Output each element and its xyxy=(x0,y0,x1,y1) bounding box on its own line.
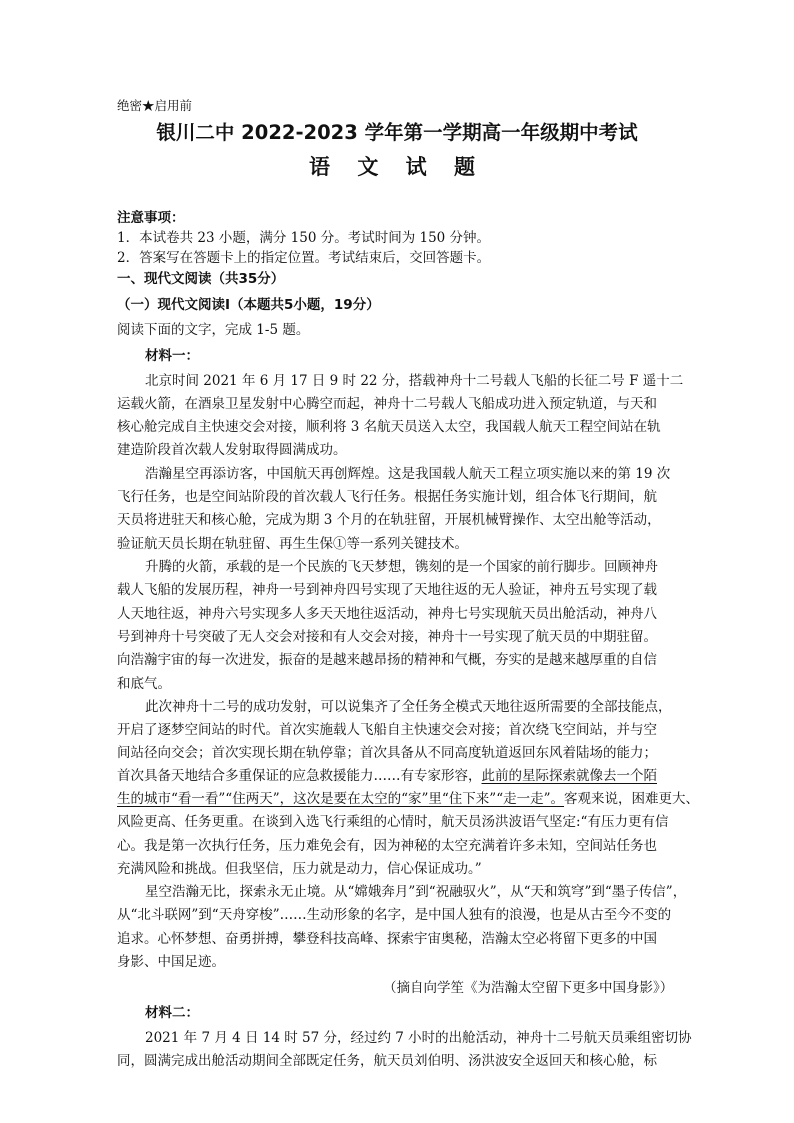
paragraph-line: 从“北斗联网”到“天舟穿梭”……生动形象的名字，是中国人独有的浪漫，也是从古至今不变的 xyxy=(117,907,672,923)
section-title: 一、现代文阅读（共35分） xyxy=(117,271,285,287)
paragraph-line: 充满风险和挑战。但我坚信，压力就是动力，信心保证成功。” xyxy=(117,861,482,877)
paragraph-line: 追求。心怀梦想、奋勇拼搏，攀登科技高峰、探索宇宙奥秘，浩瀚太空必将留下更多的中国 xyxy=(117,931,657,947)
paragraph-line: 心。我是第一次执行任务，压力难免会有，因为神秘的太空充满着许多未知，空间站任务也 xyxy=(117,838,657,854)
underlined-sentence: 此前的星际探索就像去一个陌 xyxy=(481,768,657,784)
paragraph-line: 验证航天员长期在轨驻留、再生生保①等一系列关键技术。 xyxy=(117,536,468,552)
paragraph-line: 北京时间 2021 年 6 月 17 日 9 时 22 分，搭载神舟十二号载人飞船的长征二号 F 遥十二 xyxy=(145,373,684,389)
paragraph-line: 人天地往返，神舟六号实现多人多天天地往返活动，神舟七号实现航天员出舱活动，神舟八 xyxy=(117,606,657,622)
line-text: 客观来说，困难更大、 xyxy=(564,791,700,807)
section-subtitle: （一）现代文阅读Ⅰ（本题共5小题，19分） xyxy=(117,297,380,313)
paragraph-line: 天员将进驻天和核心舱，完成为期 3 个月的在轨驻留，开展机械臂操作、太空出舱等活动， xyxy=(117,512,661,528)
paragraph-line: 开启了逐梦空间站的时代。首次实施载人飞船自主快速交会对接；首次绕飞空间站，并与空 xyxy=(117,722,657,738)
paragraph-line: 载人飞船的发展历程，神舟一号到神舟四号实现了天地往返的无人验证，神舟五号实现了载 xyxy=(117,582,657,598)
instruction: 阅读下面的文字，完成 1-5 题。 xyxy=(117,322,310,338)
note-item: 1．本试卷共 23 小题，满分 150 分。考试时间为 150 分钟。 xyxy=(117,230,491,246)
material-two-label: 材料二： xyxy=(145,1005,199,1021)
subject-title: 语 文 试 题 xyxy=(309,155,485,179)
paragraph-line: 浩瀚星空再添访客，中国航天再创辉煌。这是我国载人航天工程立项实施以来的第 19 次 xyxy=(145,466,671,482)
line-text: 首次具备天地结合多重保证的应急救援能力……有专家形容， xyxy=(117,768,482,784)
paragraph-line: 升腾的火箭，承载的是一个民族的飞天梦想，镌刻的是一个国家的前行脚步。回顾神舟 xyxy=(145,559,658,575)
confidential-label: 绝密★启用前 xyxy=(117,98,193,113)
underlined-sentence: 生的城市“看一看”“住两天”，这次是要在太空的“家”里“住下来”“走一走”。 xyxy=(117,791,565,807)
paragraph-line xyxy=(117,768,657,784)
note-item: 2．答案写在答题卡上的指定位置。考试结束后，交回答题卡。 xyxy=(117,250,491,266)
paragraph-line: 星空浩瀚无比，探索永无止境。从“嫦娥奔月”到“祝融驭火”，从“天和筑穹”到“墨子传信”， xyxy=(145,884,687,900)
paragraph-line: 飞行任务，也是空间站阶段的首次载人飞行任务。根据任务实施计划，组合体飞行期间，航 xyxy=(117,489,657,505)
paragraph-line: 核心舱完成自主快速交会对接，顺利将 3 名航天员送入太空，我国载人航天工程空间站在轨 xyxy=(117,419,661,435)
paragraph-line: 身影、中国足迹。 xyxy=(117,954,225,970)
notes-heading: 注意事项： xyxy=(117,210,185,226)
paragraph-line: 向浩瀚宇宙的每一次进发，振奋的是越来越昂扬的精神和气概，夯实的是越来越厚重的自信 xyxy=(117,652,657,668)
paragraph-line: 运载火箭，在酒泉卫星发射中心腾空而起，神舟十二号载人飞船成功进入预定轨道，与天和 xyxy=(117,396,657,412)
exam-title: 银川二中 2022-2023 学年第一学期高一年级期中考试 xyxy=(156,121,638,144)
paragraph-line: 和底气。 xyxy=(117,676,171,692)
paragraph-line: 此次神舟十二号的成功发射，可以说集齐了全任务全模式天地往返所需要的全部技能点， xyxy=(145,699,672,715)
paragraph-line: 风险更高、任务更重。在谈到入选飞行乘组的心情时，航天员汤洪波语气坚定:“有压力更有信 xyxy=(117,814,669,830)
paragraph-line: 间站径向交会；首次实现长期在轨停靠；首次具备从不同高度轨道返回东风着陆场的能力； xyxy=(117,745,657,761)
source-citation: （摘自向学笙《为浩瀚太空留下更多中国身影》） xyxy=(383,980,674,996)
paragraph-line xyxy=(117,791,699,807)
paragraph-line: 建造阶段首次载人发射取得圆满成功。 xyxy=(117,442,347,458)
paragraph-line: 2021 年 7 月 4 日 14 时 57 分，经过约 7 小时的出舱活动，神舟十二号航天员乘组密切协 xyxy=(145,1030,692,1046)
paragraph-line: 同，圆满完成出舱活动期间全部既定任务，航天员刘伯明、汤洪波安全返回天和核心舱，标 xyxy=(117,1053,657,1069)
material-one-label: 材料一： xyxy=(145,348,199,364)
paragraph-line: 号到神舟十号突破了无人交会对接和有人交会对接，神舟十一号实现了航天员的中期驻留。 xyxy=(117,629,657,645)
